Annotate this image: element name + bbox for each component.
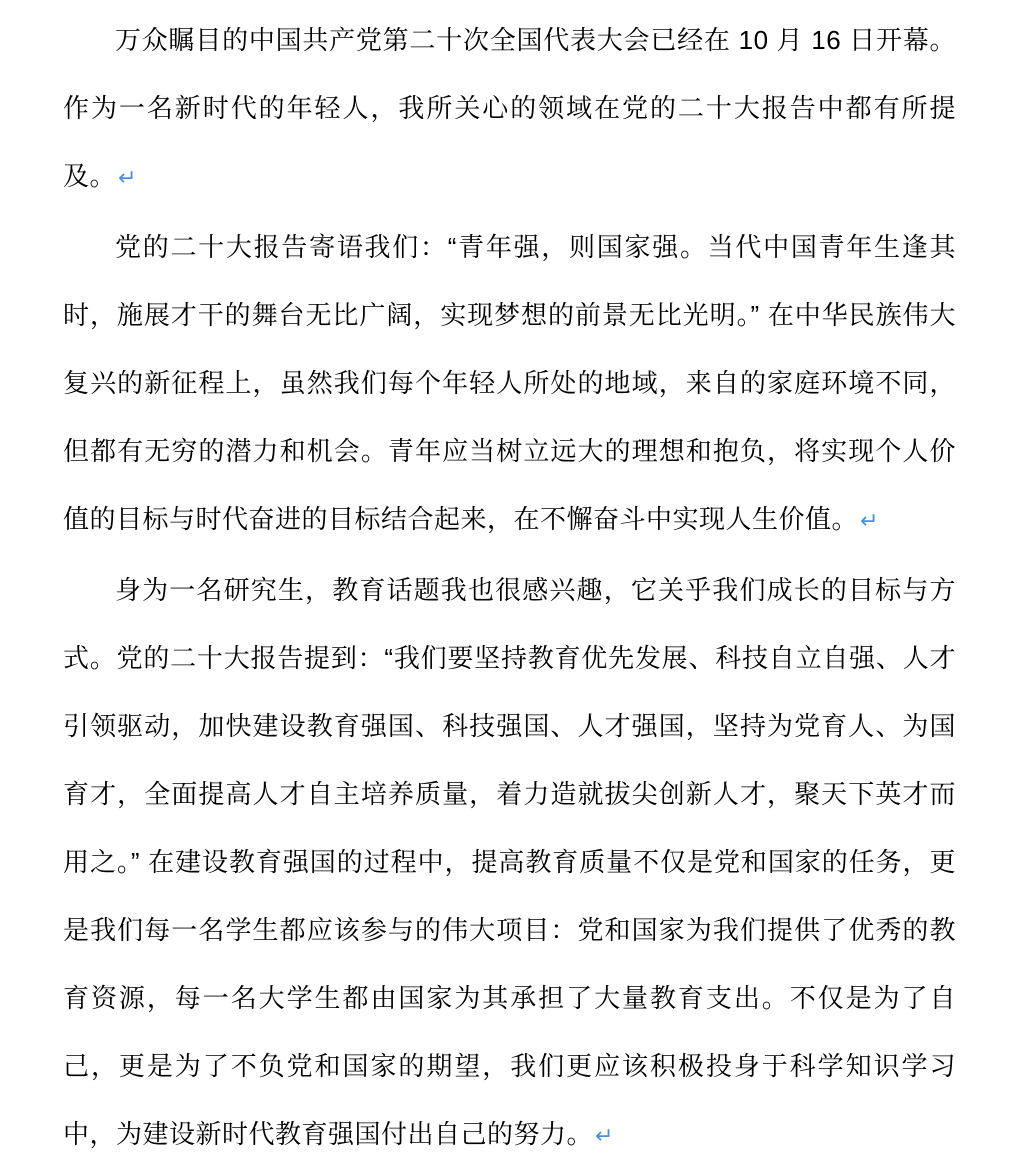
paragraph-mark-icon: ↵	[860, 509, 879, 534]
paragraph-mark-icon: ↵	[118, 166, 137, 191]
paragraph-text[interactable]: 身为一名研究生，教育话题我也很感兴趣，它关乎我们成长的目标与方式。党的二十大报告提到：“我们要坚持教育优先发展、科技自立自强、人才引领驱动，加快建设教育强国、科技强国、人才强国，坚持为党育人、为国育才，全面提高人才自主培养质量，着力造就拔尖创新人才，聚天下英才而用之。” 在建设教育强国的过程中，提高教育质量不仅是党和国家的任务，更是我们每一名学生都应该参与的伟大项目：党和国家为我们提供了优秀的教育资源，每一名大学生都由国家为其承担了大量教育支出。不仅是为了自己，更是为了不负党和国家的期望，我们更应该积极投身于科学知识学习中，为建设新时代教育强国付出自己的努力。	[63, 575, 956, 1149]
paragraph[interactable]	[63, 213, 956, 556]
paragraph[interactable]	[63, 556, 956, 1171]
paragraph-mark-icon: ↵	[595, 1124, 614, 1149]
paragraph-text[interactable]: 党的二十大报告寄语我们：“青年强，则国家强。当代中国青年生逢其时，施展才干的舞台无比广阔，实现梦想的前景无比光明。” 在中华民族伟大复兴的新征程上，虽然我们每个年轻人所处的地域，来自的家庭环境不同，但都有无穷的潜力和机会。青年应当树立远大的理想和抱负，将实现个人价值的目标与时代奋进的目标结合起来，在不懈奋斗中实现人生价值。	[63, 232, 956, 534]
paragraph[interactable]	[63, 6, 956, 213]
paragraph-text[interactable]: 万众瞩目的中国共产党第二十次全国代表大会已经在 10 月 16 日开幕。作为一名新时代的年轻人，我所关心的领域在党的二十大报告中都有所提及。	[63, 25, 956, 191]
